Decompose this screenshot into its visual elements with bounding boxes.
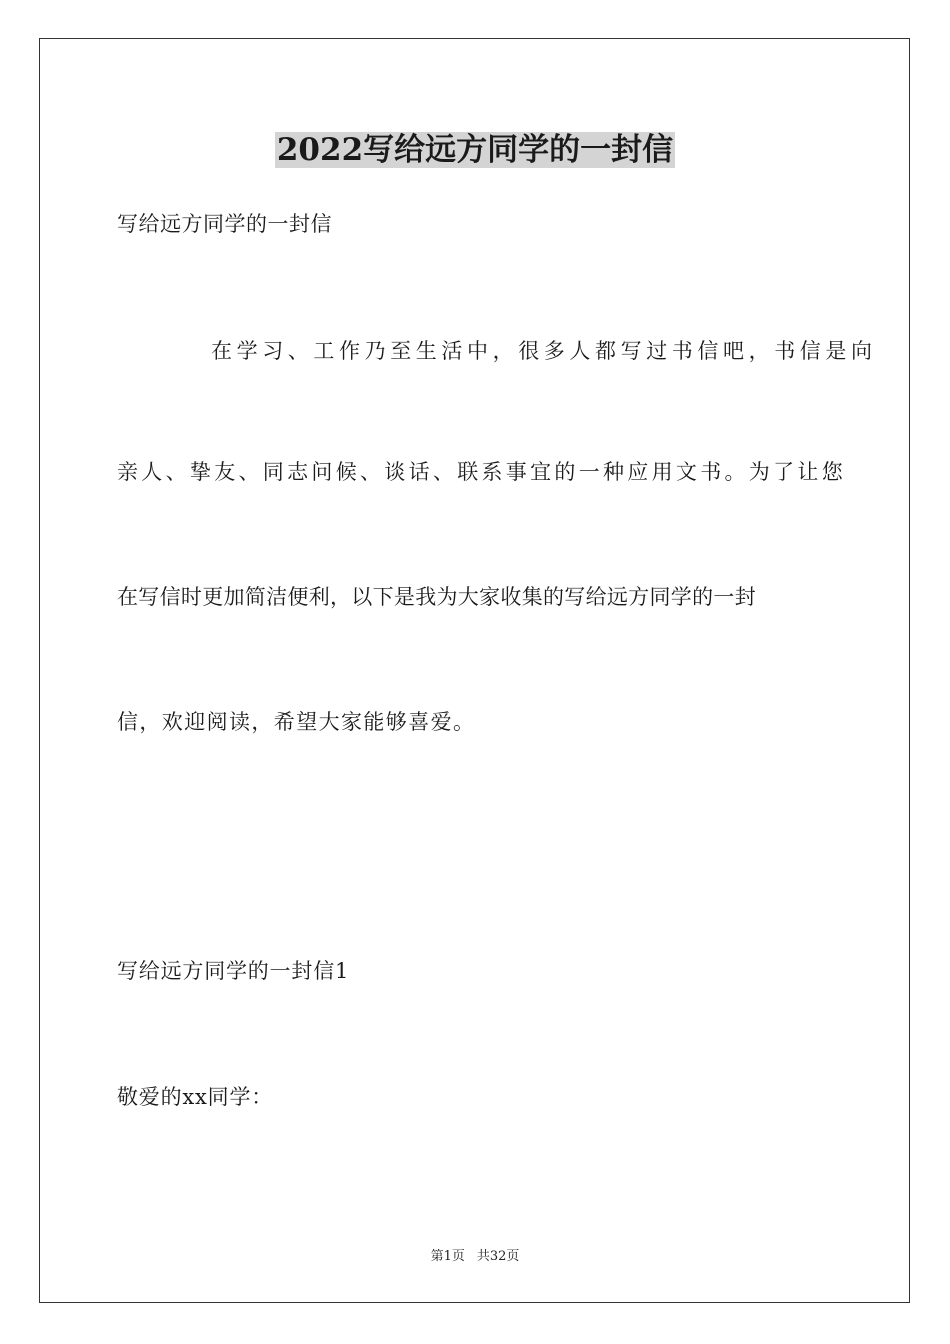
page-footer <box>0 1248 950 1266</box>
paragraph-line-2: 亲人、挚友、同志问候、谈话、联系事宜的一种应用文书。为了让您 <box>117 460 846 484</box>
letter-salutation: 敬爱的xx同学： <box>117 1085 274 1109</box>
page-number: 第1页 <box>430 1249 465 1264</box>
page-total: 共32页 <box>476 1249 520 1264</box>
subtitle-line: 写给远方同学的一封信 <box>117 212 332 236</box>
paragraph-line-4: 信，欢迎阅读，希望大家能够喜爱。 <box>117 710 476 734</box>
paragraph-line-3: 在写信时更加简洁便利，以下是我为大家收集的写给远方同学的一封 <box>117 585 756 609</box>
paragraph-line-1: 在学习、工作乃至生活中，很多人都写过书信吧，书信是向 <box>211 339 877 363</box>
document-title <box>0 128 950 172</box>
document-title-text: 2022写给远方同学的一封信 <box>276 132 674 168</box>
section-heading: 写给远方同学的一封信1 <box>117 959 350 983</box>
